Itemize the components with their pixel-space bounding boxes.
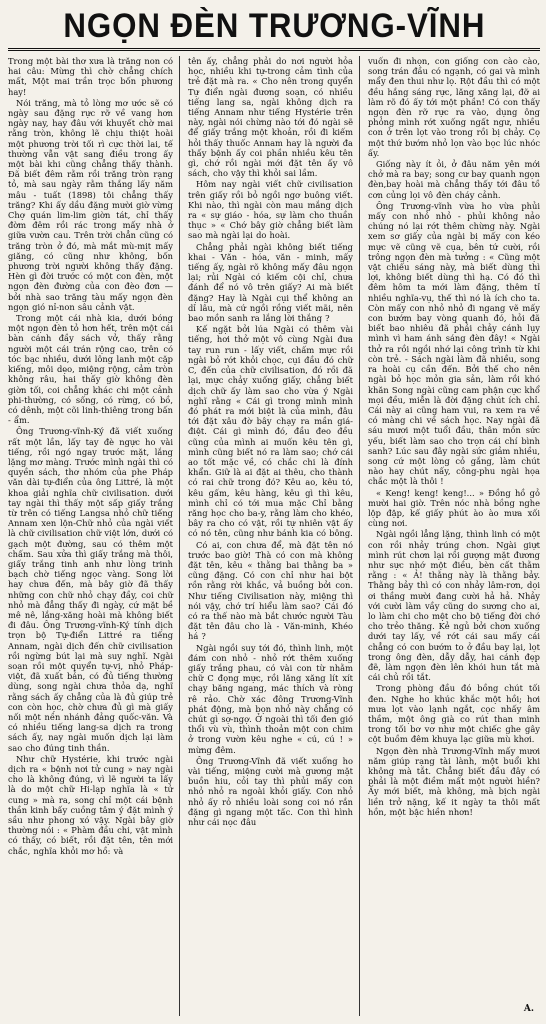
paragraph: Trong một bài thơ xưa là trăng non có hai câu: Mừng thì chờ chẳng chích mất, Một mai trần trọc bốn phương hay! — [8, 56, 173, 97]
paragraph: Ngọn đèn nhà Trương-Vĩnh mấy mươi năm giúp rạng tài lành, một buổi khi không mà tắt. Chẳng biết đầu đây có phải là một điềm mất một người hiền? Ấy mới biết, mà không, mà bịch ngài liền trở nặng, kế it ngày ta thôi mất hồn, một bậc hiền nhơn! — [368, 745, 540, 817]
column-2 — [188, 56, 360, 1016]
paragraph: Ngài ngồi suy tới đó, thình linh, một đám con nhỏ - nhỏ rớt thêm xuống giấy trắng phau, có vài con từ nhằm chữ C đọng mực, rồi lăng xăng lít xít chạy băng ngang, mác thích và ròng rê rảo. Chờ xác đông Trương-Vĩnh phát động, mà bọn nhỏ này chẳng có chút gì sợ-ngợ. Ở ngoài thì tối đen gió thổi vù vù, thình thoản một con chim ở trong vườn kêu nghe « cú, cú ! » mừng đêm. — [188, 642, 353, 755]
paragraph: Nói trăng, mà tỏ lòng mơ ước sẽ có ngày sau đặng rực rỡ về vang hơn ngày nay, hay đâu với khuyết chờ mai rằng tròn, không lẽ chịu thiệt hoài một phương trời tối rì cực thời lai, tế thường vẫn vật sang điều trong ấy một bài khi cũng chẳng thấy thành. Đã biết đêm rằm rồi trăng tròn rạng tỏ, mà sau ngày rằm thắng lấy năm mâu - tuất (1898) tôi chẳng thấy trăng? Khi ấy dầu đặng mười giờ vừng Chợ quán lim-lim giờn tát, chỉ thấy đờm đêm rồi rác trong mấy nhà ở giữa vườn cau. Trên trời chẳn cũng có trăng tròn ở đó, mà mắt mù-mịt mấy giăng, có cũng như không, bốn phương trời người không thấy đặng. Hèn gì đời trước có một con đèn, một ngọn đèn đường của con đèo đơn — bởi nhà sao trăng tàu mấy ngọn đèn ngọn gió nỉ-non sâu cảnh vật. — [8, 97, 173, 312]
paragraph: Ông Trương-vĩnh vừa ho vừa phủi mấy con nhỏ nhỏ - phủi không nảo chúng nó lại rớt thêm chừng này. Ngài xem sơ giấy của ngài bị mấy con kéo mực vẽ cũng vẽ cụa, bên tứ cười, rồi trông ngọn đèn mà tưởng : « Cũng một vật chiếu sáng này, mà biết dùng thì lợi, không biết dùng thì hạ. Có đó thì đêm hôm ta mới làm đặng, thêm tỉ nhiều nghĩa-vụ, thế thì nó là ích cho ta. Còn mấy con nhỏ nhỏ đi ngang vẽ mấy con bướm bay vòng quanh đó, hỏi đã biết bao nhiêu đã phải chảy cánh lụy mình vì ham ánh sáng đèn đây! « Ngài thở ra rồi ngồi nhớ lại công trình từ khi còn trẻ. - Sách ngài làm đã nhiều, song ra hoài cụ cần đến. Bởi thế cho nên ngài bỏ học mỏn gia sản, làm rồi khó khăn Song ngài cũng cam phận cực khổ mọi đều, miễn là đời đặng chút ích chỉ. Cái này ai cũng ham vui, ra xem ra về có màng chi về sách học. Nay ngài đã sáu mươi một tuổi đầu, thân mồn sức yếu, biết làm sao cho trọn cái chí bình sanh? Lúc sau đây ngài sức giảm nhiều, song cứ một lòng cỏ gắng, làm chút nào hay chút nấy, công-phu ngài họa chắc một là thôi ! — [368, 200, 540, 487]
paragraph: Giống này ít ỏi, ở đâu năm yên mới chở mà ra bay; song cư bay quanh ngọn đèn,bay hoài mà chẳng thấy tới đâu tồ cơn củng lọi vô đèn cháy cảnh. — [368, 159, 540, 200]
author-signature: A. — [523, 1004, 534, 1014]
paragraph: Có ai, con chưa để, mà đặt tên nó trước bao giờ! Thà có con mà không đặt tên, kêu « thằng bai thằng ba » cũng đặng. Có con chỉ như hai bột rồn rằng rời khắc, vả buồng bởi con. Như tiếng Civilisation này, miệng thì nói vậy, chớ trí hiểu làm sao? Cái đó có ra thế nào mà bắt chước người Tàu đặt tên đâu cho là - Văn-minh, Khéo há ? — [188, 539, 353, 642]
paragraph: Kế ngặt bởi lúa Ngài có thêm vài tiếng, hơi thở một vô cùng Ngài đưa tay run run - lấy viết, chấm mực rồi ngài bỏ rớt khỏi chọc, cụi đầu đó chữ C, đến của chữ civilisation, đó rồi đã lại, mực chảy xuống giấy, chẳng biết dịch chữ ấy làm sao cho vừa ý Ngài nghĩ rằng « Cái gì trong mình mình đó phát ra mới biệt là của mình, đâu tới đặt xâu đờ bây chạy ra mần giá-điệt. Cái gì mình đó, đầu đeo đều cũng của mình ai muốn kêu tên gì, mình cũng biết nó ra làm sao; chớ cái ao tốt mặc về, có chắc chi là đính khẩn. Giữ là ai đặt ai thêu, cho thành có rai chữ trong đó? Kêu ao, kêu tó, kêu gấm, kêu hàng, kêu gì thì kêu, mình chỉ có tới mua mặc Chỉ bằng răng học cho ba-y, rằng làm cho khéo, bây ra cho có vật, rồi tự nhiên vật ấy có nó tên, cũng như bánh kia có bông. — [188, 324, 353, 539]
paragraph: Trong một cái nhà kia, dưới bóng một ngọn đèn tỏ hơn hết, trên một cái bàn cánh đầy sách vở, thấy rằng người một cái trán rộng cao, trên có tóc bạc nhiều, dưới lông lanh một cặp kiếng, môi dẹo, miệng rộng, cảm tròn không râu, hai thấy giờ không đèn giờn tối, coi chẳng khác chi một cảnh phi-thường, có sống, có rừng, có bồ, có dênh, một cõi linh-thiêng trong bấn - ẩm. — [8, 313, 173, 426]
paragraph: Như chữ Hystérie, khi trước ngài dịch ra « bệnh nơi tử cung » nay ngài cho là không đúng, vì lẽ người ta lấy là do một chữ Hi-lạp nghĩa là « tử cung » mà ra, song chỉ một cái bệnh thần kinh bấy cuồng tâm ý đặt mình ý sầu như phong xó vậy. Ngài bây giờ thường nói : « Phàm đầu chi, vật mình có thấy, có biết, rồi đặt tên, tên mới chắc, nghĩa khỏi mơ hồ: và — [8, 753, 173, 856]
paragraph: Ông Trương-vĩnh-Ký đã viết xuống rất một lần, lấy tay đè ngực ho vài tiếng, rồi ngó ngay trước mặt, lắng lặng mơ màng. Trước mình ngài thì có quyền sách, thơ nhóm của phe Pháp văn dài tự-điển của ông Littré, là một khoa giải nghĩa chữ civilisation. dưới tay ngài thì thấy một sấp giấy trắng từ trên có tiếng Langsa nhỏ chữ tiếng Annam xen lộn-Chữ nhỏ của ngài viết là chữ civilisation chữ việt lớn, dưới có gạch một đường, sau có thêm một chấm. Sau xửa thì giấy trắng mà thôi, giấy trắng tinh anh như lòng trinh bạch chờ tiếng ngọc vàng. Song lời hay chưa đến, mà bây giờ đã thấy những con chữ nhỏ chạy đầy, coi chữ nhỏ mà đẳng thấy đi ngày, cứ mặt bề mê nê, lắng-xăng hoài mà không biết đi đâu. Ông Trương-vĩnh-Ký tính dịch trọn bộ Tự-điển Littré ra tiếng Annam, ngài dịch đến chữ civilisation rồi ngừng bút lại mà suy nghĩ. Ngài soạn rồi một quyển tự-vị, nhỏ Pháp-việt, đã xuất bản, có đủ tiếng thường dùng, song ngài chưa thỏa dạ, nghĩ rằng sách ấy chẳng của là đủ giúp trẻ con còn học, chờ chưa đủ gì mà giấy nối một nền nhánh đảng quốc-văn. Và có nhiều tiếng lang-sa dịch ra trong sách ấy, nay ngài muốn dịch lại làm sao cho đúng tinh thần. — [8, 426, 173, 753]
paragraph: « Keng! keng! keng!... » Đồng hồ gỏ mười hai giờ. Trên nóc nhà bồng nghe lộp đập, kế giấy phút ào ào mưa xối cùng nơi. — [368, 487, 540, 529]
paragraph: Chẳng phải ngài không biết tiếng khai - Văn - hóa, văn - minh, mấy tiếng ấy, ngài rõ không mấy đâu ngọn lại; rủi Ngài có kiếm cội chỉ, chưa đánh để nó vô trên giấy? Ai mà biết đặng? Hay là Ngài cụi thể không an dỉ lâu, mà cứ ngồi rồng viết mãi, nên bao mồn sanh ra lắng lời thắng ? — [188, 241, 353, 324]
column-1 — [8, 56, 180, 1016]
paragraph: Ngài ngồi lẳng lặng, thình linh có một con rồi nhảy trúng chơn. Ngài giựt mình rút chơn lại rồi gượng mặt đương như sực nhớ một điều, bèn cất thằm rằng : « Ả! thằng này là thằng bảy. Thằng bảy thì có con nhảy lâm-rơn, dọi ơi thầng mười đang cười hả hả. Nhảy với cười làm vầy cũng do sương cho ai, lo làm chi cho mệt cho bộ tiếng đời chớ cho trẻo thăng. Kẻ ngủ bởi chơn xuống dưới tay lấy, về rớt cái sau mấy cái chẳng có con bướm to ở đầu bay lại, lọt trong ông đèn, dẫy dẫy, hai cánh đẹp đẽ, làm ngọn đèn lên khói hun tắt mà cái chủ rồi tắt. — [368, 529, 540, 683]
title-bar — [8, 4, 540, 51]
column-3 — [368, 56, 540, 1016]
paragraph: Trong phòng đầu đó bồng chút tối đen. Nghe ho khúc khắc một hồi; hơi mưa lọt vào lạnh ngắt, cọc nhấy âm thầm, một ông già co rút than minh trong tối bơ vơ như một chiếc ghe gây cột buồm đêm khuya lạc giữa mù khơi. — [368, 683, 540, 745]
paragraph: tên ấy, chẳng phải do nơi người hỏa học, nhiều khi tự-trong cảm tình của trẻ đặt mà ra. « Cho nên trong quyển Tự điển ngài đương soạn, có nhiều tiếng lang sa, ngài không dịch ra tiếng Annam như tiếng Hystérie trên này, ngài nói chừng nào tới đó ngài sẽ để giấy trắng một khoản, rồi đi kiếm hỏi thấy thuốc Annam hay là người đa thấy bệnh ấy coi phần nhiều kêu tên gì, chớ rồi ngài mới đặt tên ấy vô sách, cho vậy thì khỏi sai lầm. — [188, 56, 353, 179]
article-columns — [8, 56, 540, 1016]
article-title: NGỌN ĐÈN TRƯƠNG-VĨNH — [62, 7, 486, 45]
paragraph: Ông Trương-Vĩnh đã viết xuống ho vài tiếng, miệng cười mà gương mặt buồn hiu, cỏi tay thì phủi mấy con nhỏ nhỏ ra ngoài khỏi giấy. Con nhỏ nhỏ ấy rỏ nhiều loài song coi nó rắn đặng gì ngang một tấc. Con thì hình như cái nọc đâu — [188, 755, 353, 828]
paragraph: vuốn đi nhọn, con giống con cào cào, song trán đầu có ngạnh, có gai và mình mẩy đen thui như lọ. Rột đầu thì có một đều hắng sáng rực, lăng xăng lại, đỡ ai làm rõ đó ấy tới một phần! Có con thấy ngọn đèn rỡ rực ra vào, dụng ông phỏng mình rớt xuống ngất ngư, nhiều con ở trên lọt vào trong rồi bị chảy. Cọ một thứ bướm nhỏ lọn vào bọc lúc nhóc ấy. — [368, 56, 540, 158]
paragraph: Hôm nay ngài viết chữ civilisation trên giấy rồi bỏ ngồi ngơ buông viết. Khi nào, thì ngài còn mau mắng dịch ra « sự giáo - hóa, sự làm cho thuần thục » « Chớ bây giờ chẳng biết làm sao mà ngài lại do hoài. — [188, 179, 353, 241]
